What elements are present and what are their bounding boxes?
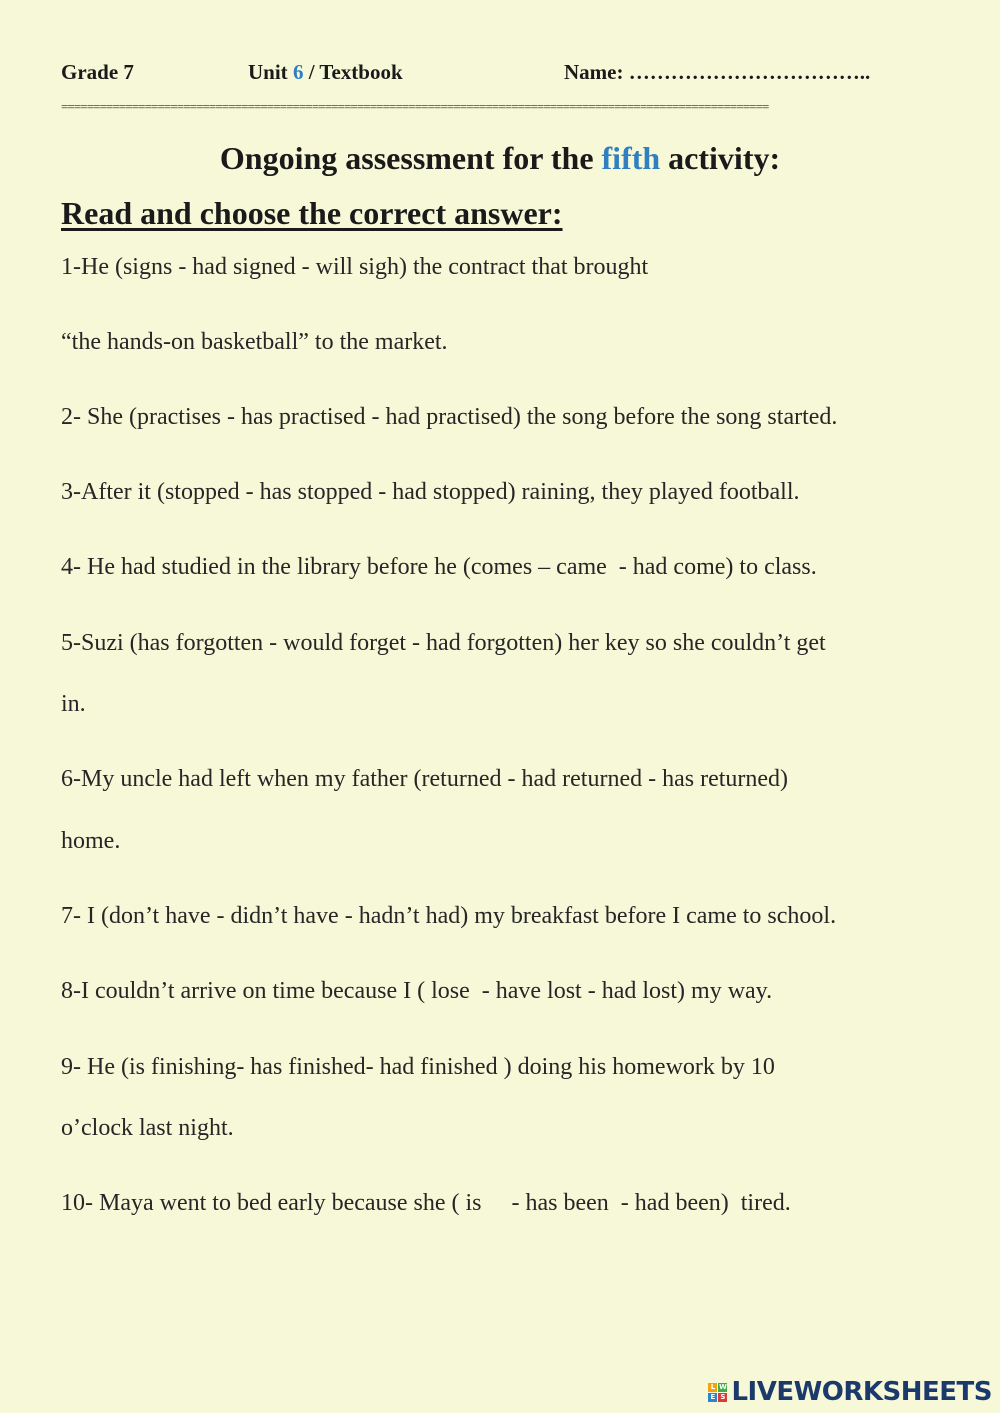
question-line: 6-My uncle had left when my father (returned - had returned - has returned)	[61, 766, 789, 792]
separator-line: ==============================================================================================================	[61, 100, 769, 114]
logo-mark-letter: S	[720, 1392, 726, 1401]
logo-text: LIVEWORKSHEETS	[731, 1377, 992, 1407]
instruction-heading: Read and choose the correct answer:	[61, 195, 563, 231]
unit-label	[248, 60, 403, 85]
logo-mark-letter: E	[708, 1393, 717, 1402]
unit-suffix: / Textbook	[303, 60, 403, 84]
grade-label: Grade 7	[61, 60, 134, 84]
question-line: o’clock last night.	[61, 1115, 234, 1141]
question-line: 8-I couldn’t arrive on time because I ( lose - have lost - had lost) my way.	[61, 978, 773, 1004]
question-line: 2- She (practises - has practised - had practised) the song before the song started.	[61, 404, 838, 430]
title-suffix: activity:	[660, 140, 781, 176]
title-prefix: Ongoing assessment for the	[219, 140, 602, 176]
question-line: 1-He (signs - had signed - will sigh) the contract that brought	[61, 254, 649, 280]
question-line: “the hands-on basketball” to the market.	[61, 329, 448, 355]
title-highlight: fifth	[601, 140, 661, 176]
question-line: 3-After it (stopped - has stopped - had stopped) raining, they played football.	[61, 479, 800, 505]
liveworksheets-logo	[708, 1377, 992, 1407]
logo-mark-letter: L	[708, 1383, 717, 1392]
unit-number: 6	[292, 60, 304, 84]
logo-mark-letter: W	[719, 1382, 727, 1391]
worksheet-header	[61, 60, 941, 90]
page-title	[0, 140, 1000, 177]
question-line: 7- I (don’t have - didn’t have - hadn’t had) my breakfast before I came to school.	[61, 903, 837, 929]
question-line: in.	[61, 691, 86, 717]
unit-prefix: Unit	[248, 60, 293, 84]
question-line: 4- He had studied in the library before he (comes – came - had come) to class.	[61, 554, 817, 580]
logo-icon	[708, 1383, 727, 1402]
question-line: 5-Suzi (has forgotten - would forget - had forgotten) her key so she couldn’t get	[61, 630, 826, 656]
question-line: home.	[61, 828, 121, 854]
question-line: 10- Maya went to bed early because she ( is - has been - had been) tired.	[61, 1190, 791, 1216]
name-field-label: Name: ……………………………..	[564, 60, 871, 84]
question-line: 9- He (is finishing- has finished- had finished ) doing his homework by 10	[61, 1054, 775, 1080]
